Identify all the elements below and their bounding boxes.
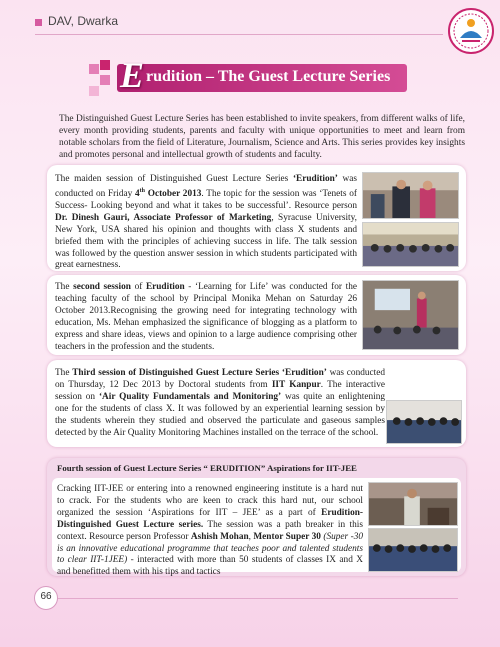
title-initial: E bbox=[120, 55, 145, 95]
page-title: rudition – The Guest Lecture Series bbox=[146, 68, 391, 85]
session2-photo bbox=[362, 280, 459, 350]
intro-paragraph: The Distinguished Guest Lecture Series has been established to invite speakers, from different walks of life, every month providing students, parents and faculty with unique opportunities to meet and learn from notable scholars from the field of Literature, Journalism, Science and Arts. This series provides key insights and promotes personal and intellectual growth of students and faculty. bbox=[59, 114, 465, 160]
page-number: 66 bbox=[40, 591, 52, 602]
session3-photo bbox=[386, 400, 462, 444]
session4-photo-speaker bbox=[368, 482, 458, 526]
school-name: DAV, Dwarka bbox=[48, 14, 119, 28]
session4-text: Cracking IIT-JEE or entering into a renowned engineering institute is a hard nut to crack. For the students who are keen to crack this hard nut, our school organized the session ‘Aspirations for IIT – JEE’ as a part of Erudition- Distinguished Guest Lecture series. The session was a path breaker in this context. Resource person Professor Ashish Mohan, Mentor Super 30 (Super -30 is an innovative educational programme that teaches poor and talented students to clear IIT-1JEE) - interacted with more than 50 students of classes IX and X and benefitted them with his tips and tactics bbox=[57, 484, 363, 578]
session1-photo-speakers bbox=[362, 172, 459, 219]
header-rule bbox=[35, 34, 443, 35]
session1-text: The maiden session of Distinguished Guest Lecture Series ‘Erudition’ was conducted on Friday 4th October 2013. The topic for the session was ‘Tenets of Success- Looking beyond and what it takes to be successful’. Resource person Dr. Dinesh Gauri, Associate Professor of Marketing, Syracuse University, New York, USA shared his opinion and thoughts with class X students and briefed them with the principles of achieving success in life. The talk session was followed by the question answer session in which students participated with great earnestness. bbox=[55, 174, 357, 271]
session1-photo-audience bbox=[362, 222, 459, 267]
session4-heading: Fourth session of Guest Lecture Series “ ERUDITION” Aspirations for IIT-JEE bbox=[57, 463, 357, 473]
session3-text: The Third session of Distinguished Guest Lecture Series ‘Erudition’ was conducted on Thursday, 12 Dec 2013 by Doctoral students from IIT Kanpur. The interactive session on ‘Air Quality Fundamentals and Monitoring’ was quite an enlightening one for the students of class X. It was followed by an experiential learning session by the students wherein they studied and observed the particulate and gaseous samples detected by the Air Quality Monitoring Machines installed on the terrace of the school. bbox=[55, 368, 386, 438]
school-logo-icon bbox=[446, 6, 496, 56]
session4-photo-audience bbox=[368, 528, 458, 572]
session2-text: The second session of Erudition - ‘Learning for Life’ was conducted for the teaching faculty of the school by Principal Monika Mehan on Saturday 26 October 2013.Recognising the growing need for integrating technology with education, Ms. Mehan emphasized the significance of blogging as a platform to express and share ideas, views and opinion to a large audience comprising other teachers in the profession and the students. bbox=[55, 282, 357, 352]
header-bullet bbox=[35, 19, 42, 26]
footer-rule bbox=[58, 598, 458, 599]
